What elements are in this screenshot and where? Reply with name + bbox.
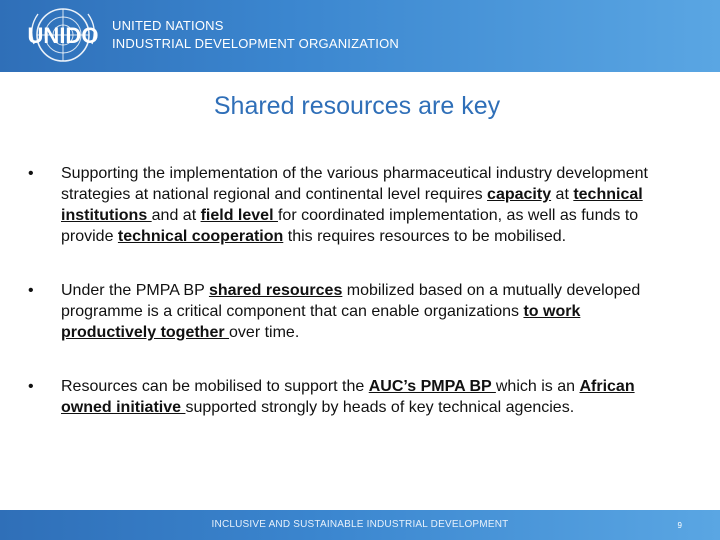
- page-number: 9: [677, 521, 682, 530]
- bullet-text: [61, 376, 678, 418]
- emphasis-text: technical cooperation: [117, 228, 284, 245]
- bullet-marker: •: [28, 282, 34, 299]
- logo-wordmark: UNIDO: [27, 23, 99, 48]
- bullet-marker: •: [28, 165, 34, 182]
- bullet-text-segment: at: [551, 186, 574, 203]
- emphasis-text: shared resources: [208, 282, 343, 299]
- bullet-text-segment: which is an: [495, 378, 580, 395]
- bullet-text-segment: supported strongly by heads of key technical agencies.: [185, 399, 575, 416]
- bullet-text-segment: Under the PMPA BP: [61, 282, 209, 299]
- bullet-item: [28, 280, 678, 343]
- bullet-text-segment: for coordinated implementation, as well as funds to provide: [61, 207, 639, 245]
- bullet-marker: •: [28, 378, 34, 395]
- org-name-line-2: INDUSTRIAL DEVELOPMENT ORGANIZATION: [112, 36, 400, 51]
- bullet-text-segment: this requires resources to be mobilised.: [283, 228, 567, 245]
- bullet-item: [28, 163, 678, 247]
- unido-logo: [22, 4, 104, 66]
- emphasis-text: capacity: [487, 186, 552, 203]
- bullet-text-segment: mobilized based on a mutually developed programme is a critical component that can enable organizations: [61, 282, 641, 320]
- header-banner: [0, 0, 720, 72]
- footer-tagline: INCLUSIVE AND SUSTAINABLE INDUSTRIAL DEVELOPMENT: [211, 519, 509, 530]
- org-name-line-1: UNITED NATIONS: [112, 18, 224, 33]
- emphasis-text: field level: [200, 207, 278, 224]
- footer-banner: [0, 510, 720, 540]
- slide-title: Shared resources are key: [213, 92, 501, 120]
- bullet-text-segment: and at: [151, 207, 201, 224]
- bullet-text-segment: over time.: [229, 324, 300, 341]
- emphasis-text: to work productively together: [61, 303, 581, 341]
- emphasis-text: African owned initiative: [61, 378, 635, 416]
- emphasis-text: AUC’s PMPA BP: [368, 378, 496, 395]
- emphasis-text: technical institutions: [61, 186, 643, 224]
- bullet-text: [61, 280, 678, 343]
- bullet-list: [28, 163, 678, 418]
- bullet-text: [61, 163, 678, 247]
- bullet-text-segment: Resources can be mobilised to support the: [61, 378, 369, 395]
- bullet-item: [28, 376, 678, 418]
- bullet-text-segment: Supporting the implementation of the various pharmaceutical industry development strategies at national regional and continental level requires: [61, 165, 648, 203]
